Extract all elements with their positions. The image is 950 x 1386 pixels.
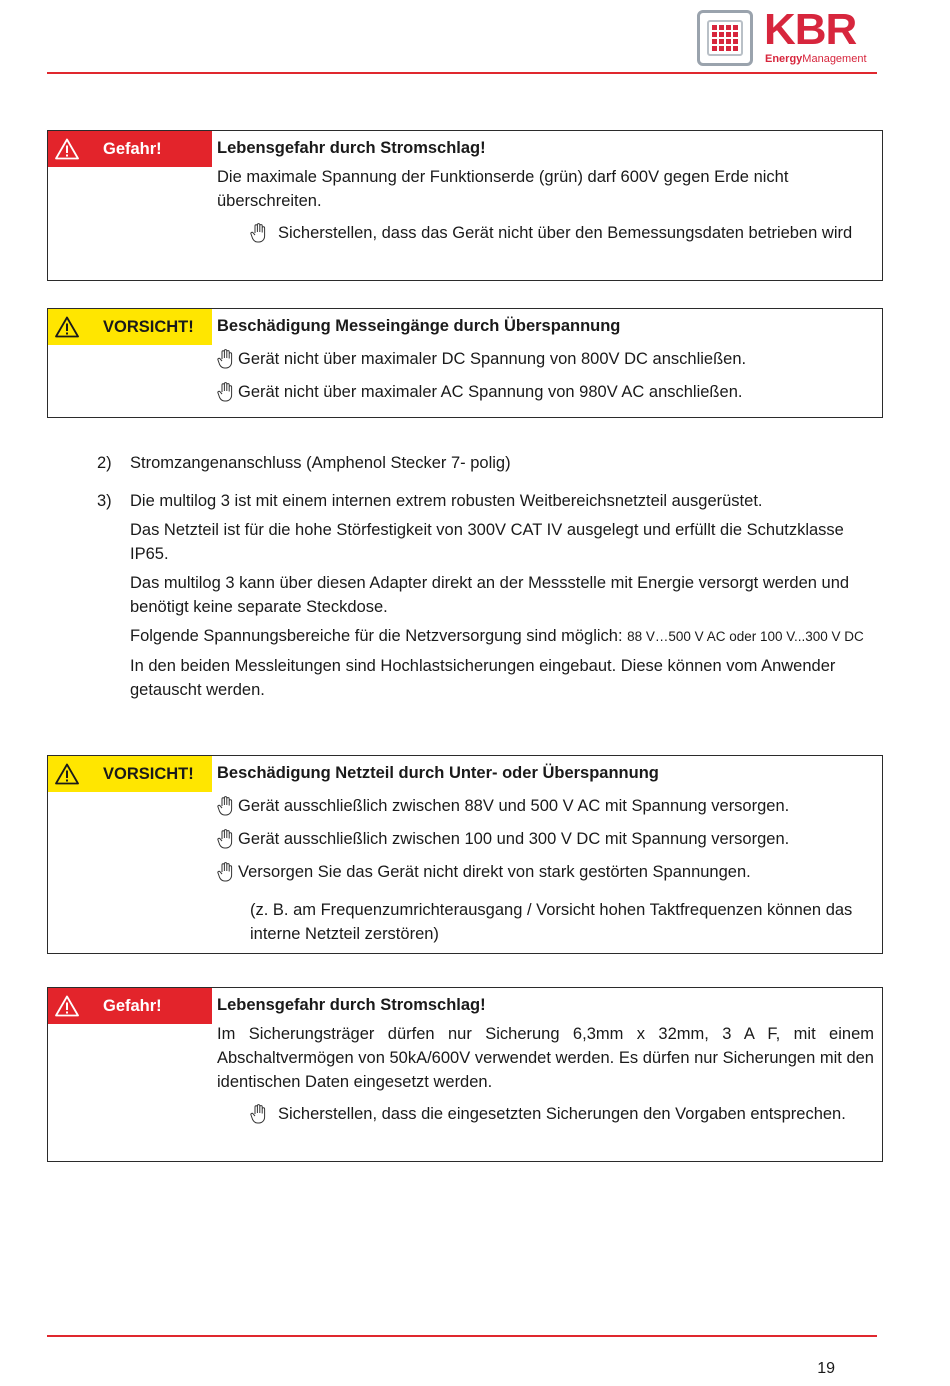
hand-item: Gerät nicht über maximaler DC Spannung von 800V DC anschließen. xyxy=(217,347,874,371)
box-heading: Lebensgefahr durch Stromschlag! xyxy=(217,996,486,1014)
hand-item: Gerät ausschließlich zwischen 100 und 300 V DC mit Spannung versorgen. xyxy=(217,827,874,851)
box-note: (z. B. am Frequenzumrichterausgang / Vorsicht hohen Taktfrequenzen können das interne Netzteil zerstören) xyxy=(250,901,853,943)
hand-item: Versorgen Sie das Gerät nicht direkt von stark gestörten Spannungen. xyxy=(217,860,874,884)
list-text: Das Netzteil ist für die hohe Störfestigkeit von 300V CAT IV ausgelegt und erfüllt die Schutzklasse IP65. xyxy=(130,521,844,563)
hand-pointer-icon xyxy=(217,862,233,882)
list-text: Das multilog 3 kann über diesen Adapter direkt an der Messstelle mit Energie versorgt werden und benötigt keine separate Steckdose. xyxy=(130,574,850,616)
numbered-list xyxy=(97,451,877,716)
danger-label: Gefahr! xyxy=(48,131,212,167)
page-number: 19 xyxy=(817,1360,835,1377)
hand-pointer-icon xyxy=(217,796,233,816)
box-text: Die maximale Spannung der Funktionserde (grün) darf 600V gegen Erde nicht überschreiten. xyxy=(217,168,789,210)
warning-triangle-icon xyxy=(55,763,79,785)
list-item xyxy=(97,489,877,707)
range-paragraph: Folgende Spannungsbereiche für die Netzversorgung sind möglich: 88 V…500 V AC oder 100 V...300 V DC xyxy=(130,627,864,645)
box-content xyxy=(217,136,874,245)
hand-pointer-icon xyxy=(217,829,233,849)
hand-pointer-icon xyxy=(250,1104,266,1124)
range-value: 88 V…500 V AC oder 100 V...300 V DC xyxy=(627,629,864,644)
box-content xyxy=(217,993,874,1126)
box-heading: Lebensgefahr durch Stromschlag! xyxy=(217,139,486,157)
caution-label: VORSICHT! xyxy=(48,756,212,792)
warning-triangle-icon xyxy=(55,316,79,338)
list-text: Stromzangenanschluss (Amphenol Stecker 7- polig) xyxy=(130,454,511,472)
warning-triangle-icon xyxy=(55,995,79,1017)
warning-triangle-icon xyxy=(55,138,79,160)
box-text: Im Sicherungsträger dürfen nur Sicherung 6,3mm x 32mm, 3 A F, mit einem Abschaltvermögen von 50kA/600V verwendet werden. Es dürfen nur Sicherungen mit den identischen Daten eingesetzt werden. xyxy=(217,1025,874,1091)
list-text: Die multilog 3 ist mit einem internen extrem robusten Weitbereichsnetzteil ausgerüstet. xyxy=(130,492,763,510)
footer-rule xyxy=(47,1335,877,1337)
danger-label: Gefahr! xyxy=(48,988,212,1024)
hand-item: Sicherstellen, dass das Gerät nicht über den Bemessungsdaten betrieben wird xyxy=(250,221,874,245)
header-rule xyxy=(47,72,877,74)
list-number: 2) xyxy=(97,454,112,472)
box-content xyxy=(217,314,874,404)
logo-brand: KBR xyxy=(764,5,857,54)
hand-pointer-icon xyxy=(217,382,233,402)
hand-item: Gerät ausschließlich zwischen 88V und 500 V AC mit Spannung versorgen. xyxy=(217,794,874,818)
caution-label: VORSICHT! xyxy=(48,309,212,345)
hand-pointer-icon xyxy=(250,223,266,243)
logo-tagline: EnergyManagement xyxy=(765,53,867,65)
list-item xyxy=(97,451,877,480)
list-text: In den beiden Messleitungen sind Hochlastsicherungen eingebaut. Diese können vom Anwender getauscht werden. xyxy=(130,657,836,699)
list-number: 3) xyxy=(97,492,112,510)
box-heading: Beschädigung Netzteil durch Unter- oder Überspannung xyxy=(217,764,659,782)
kbr-logo xyxy=(697,5,877,66)
danger-box-2 xyxy=(47,987,883,1162)
box-heading: Beschädigung Messeingänge durch Überspannung xyxy=(217,317,621,335)
kbr-logo-mark xyxy=(697,10,753,66)
hand-item: Sicherstellen, dass die eingesetzten Sicherungen den Vorgaben entsprechen. xyxy=(250,1102,874,1126)
caution-box-2 xyxy=(47,755,883,954)
box-content xyxy=(217,761,874,946)
hand-pointer-icon xyxy=(217,349,233,369)
caution-box-1 xyxy=(47,308,883,418)
danger-box-1 xyxy=(47,130,883,281)
hand-item: Gerät nicht über maximaler AC Spannung von 980V AC anschließen. xyxy=(217,380,874,404)
